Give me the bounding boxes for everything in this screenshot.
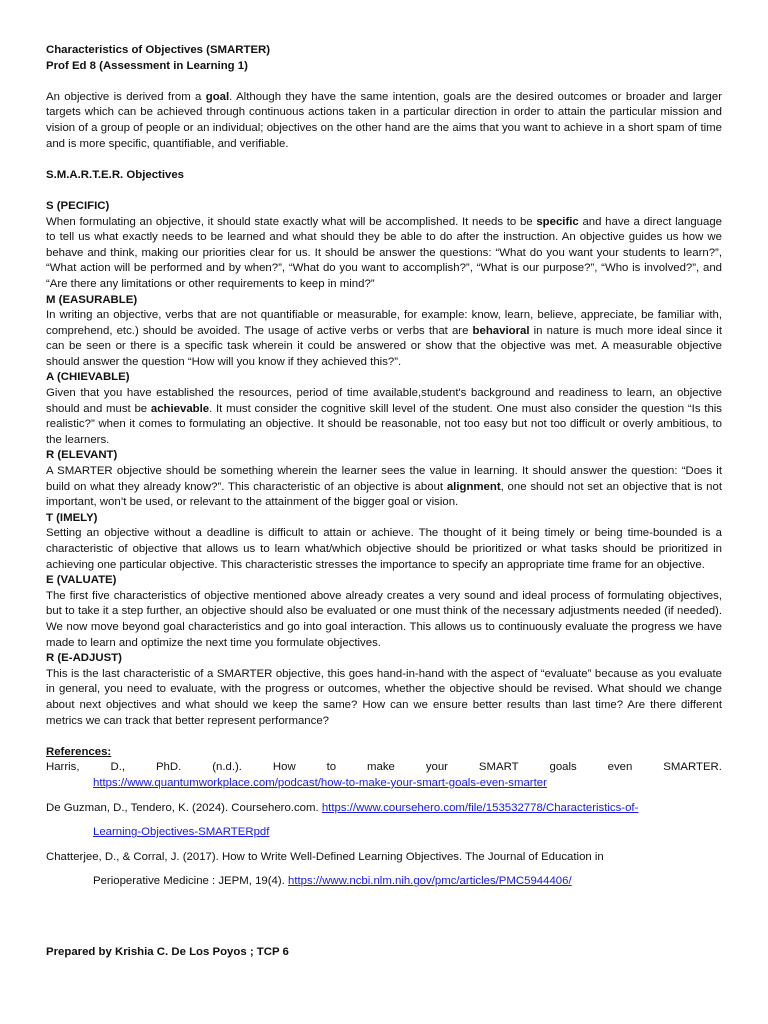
section-relevant <box>46 448 722 510</box>
section-text-cont: and have a direct language to tell us what exactly needs to be learned and what should they be able to do after the instruction. An objective guides us how we behave and think, making our priorities clear for us. It should be answer the questions: “What do you want your students to learn?”, “What action will be performed and by when?”, “What do you want to accomplish?”, “What is our purpose?”, “Who is involved?”, and “Are there any limitations or other requirements to keep in mind?” <box>46 215 722 290</box>
spacer <box>46 152 722 168</box>
section-body <box>46 308 722 370</box>
reference-deguzman <box>46 801 722 841</box>
section-text: Setting an objective without a deadline is difficult to attain or achieve. The thought of it being timely or being time-bounded is a characteristic of objective that allows us to learn what/which objective should be prioritized or what tasks should be prioritized in achieving one particular objective. This characteristic stresses the importance to specify an appropriate time frame for an objective. <box>46 527 722 571</box>
section-text: A SMARTER objective should be something wherein the learner sees the value in learning. It should answer the question: “Does it build on what they already know?”. This characteristic of an objective is about <box>46 465 722 493</box>
section-heading: E (VALUATE) <box>46 574 117 587</box>
citation-word: D., <box>110 761 126 774</box>
spacer <box>46 74 722 90</box>
section-body <box>46 386 722 448</box>
section-emphasis: specific <box>536 215 579 228</box>
section-timely <box>46 511 722 573</box>
citation-word: (n.d.). <box>212 761 242 774</box>
citation-word: goals <box>549 761 577 774</box>
section-heading: R (E-ADJUST) <box>46 652 122 665</box>
reference-chatterjee-line2 <box>46 874 722 890</box>
section-readjust <box>46 651 722 729</box>
citation-word: SMARTER. <box>663 761 722 774</box>
section-heading: T (IMELY) <box>46 511 98 524</box>
citation-word: SMART <box>478 761 519 774</box>
intro-emphasis: goal <box>205 90 230 103</box>
section-heading: A (CHIEVABLE) <box>46 371 130 384</box>
citation-text: De Guzman, D., Tendero, K. (2024). Coursehero.com. <box>46 801 322 814</box>
reference-deguzman-citation <box>46 801 722 817</box>
section-body <box>46 589 722 651</box>
citation-word: Harris, <box>46 761 80 774</box>
section-text: This is the last characteristic of a SMARTER objective, this goes hand-in-hand with the aspect of “evaluate” because as you evaluate in general, you need to evaluate, with the progress or outcomes, whether the objective should be revised. What should we change about next objectives and what should we keep the same? How can we ensure better results than last time? Are there different metrics we can track that better represent performance? <box>46 667 722 727</box>
citation-word: PhD. <box>155 761 182 774</box>
section-achievable <box>46 370 722 448</box>
smarter-heading: S.M.A.R.T.E.R. Objectives <box>46 168 184 181</box>
reference-chatterjee-citation: Chatterjee, D., & Corral, J. (2017). How to Write Well-Defined Learning Objectives. The Journal of Education in <box>46 850 604 863</box>
spacer <box>46 729 722 745</box>
section-emphasis: achievable <box>150 402 210 415</box>
section-evaluate <box>46 573 722 651</box>
reference-deguzman-link[interactable]: https://www.coursehero.com/file/153532778/Characteristics-of- <box>321 801 639 814</box>
section-heading: S (PECIFIC) <box>46 199 110 212</box>
section-specific <box>46 199 722 293</box>
section-text-cont: , one should not set an objective that is not important, won’t be used, or relevant to the attainment of the bigger goal or vision. <box>46 480 722 509</box>
reference-chatterjee <box>46 850 722 890</box>
citation-word: to <box>326 761 337 774</box>
document-title: Characteristics of Objectives (SMARTER) <box>46 44 271 56</box>
citation-word: How <box>272 761 296 774</box>
intro-paragraph <box>46 90 722 152</box>
section-text: When formulating an objective, it should state exactly what will be accomplished. It needs to be <box>46 215 537 228</box>
citation-word: your <box>425 761 448 774</box>
reference-harris-url-line <box>46 776 722 792</box>
section-body <box>46 526 722 573</box>
references-heading: References: <box>46 745 112 758</box>
reference-chatterjee-link[interactable]: https://www.ncbi.nlm.nih.gov/pmc/articles/PMC5944406/ <box>288 875 572 888</box>
reference-harris-link[interactable]: https://www.quantumworkplace.com/podcast/how-to-make-your-smart-goals-even-smarter <box>93 776 547 789</box>
citation-text: Perioperative Medicine : JEPM, 19(4). <box>93 875 288 888</box>
section-body <box>46 667 722 729</box>
spacer <box>46 183 722 199</box>
section-body <box>46 215 722 293</box>
course-title: Prof Ed 8 (Assessment in Learning 1) <box>46 59 248 72</box>
section-text-cont: in nature is much more ideal since it can be seen or there is a specific task wherein it could be answered or show that the objective was met. A measurable objective should answer the question “How will you know if they achieved this?”. <box>46 324 722 368</box>
section-text: Given that you have established the resources, period of time available,student's background and readiness to learn, an objective should and must be <box>46 387 722 415</box>
reference-harris-citation <box>46 760 722 776</box>
section-body <box>46 464 722 511</box>
section-text: In writing an objective, verbs that are not quantifiable or measurable, for example: know, learn, believe, appreciate, be familiar with, comprehend, etc.) should be avoided. The usage of active verbs or verbs that are <box>46 309 722 337</box>
section-text: The first five characteristics of objective mentioned above already creates a very sound and ideal process of formulating objectives, but to take it a step further, an objective should also be evaluated or one must think of the necessary adjustments needed (if needed). We now move beyond goal characteristics and go into goal interaction. This allows us to continuously evaluate the progress we have made to learn and optimize the next time you formulate objectives. <box>46 589 722 649</box>
intro-text-cont: . Although they have the same intention, goals are the desired outcomes or broader and larger targets which can be achieved through continuous actions taken in a particular direction in order to attain the particular mission and vision of a group of people or an individual; objectives on the other hand are the aims that you want to achieve in a short spam of time and is more specific, quantifiable, and verifiable. <box>46 90 722 150</box>
citation-word: even <box>607 761 633 774</box>
reference-harris <box>46 760 722 791</box>
prepared-by: Prepared by Krishia C. De Los Poyos ; TCP 6 <box>46 946 289 958</box>
section-emphasis: behavioral <box>472 324 530 337</box>
section-measurable <box>46 293 722 371</box>
section-text-cont: . It must consider the cognitive skill level of the student. One must also consider the question “Is this realistic?” when it comes to formulating an objective. It should be reasonable, not too easy but not too difficult or overly ambitious, to the learners. <box>46 402 723 446</box>
reference-deguzman-url-line <box>46 825 722 841</box>
section-emphasis: alignment <box>446 480 501 493</box>
citation-word: make <box>367 761 395 774</box>
reference-deguzman-link-cont[interactable]: Learning-Objectives-SMARTERpdf <box>93 826 270 839</box>
section-heading: M (EASURABLE) <box>46 293 138 306</box>
intro-text: An objective is derived from a <box>46 90 206 103</box>
references-section <box>46 745 722 890</box>
section-heading: R (ELEVANT) <box>46 449 118 462</box>
